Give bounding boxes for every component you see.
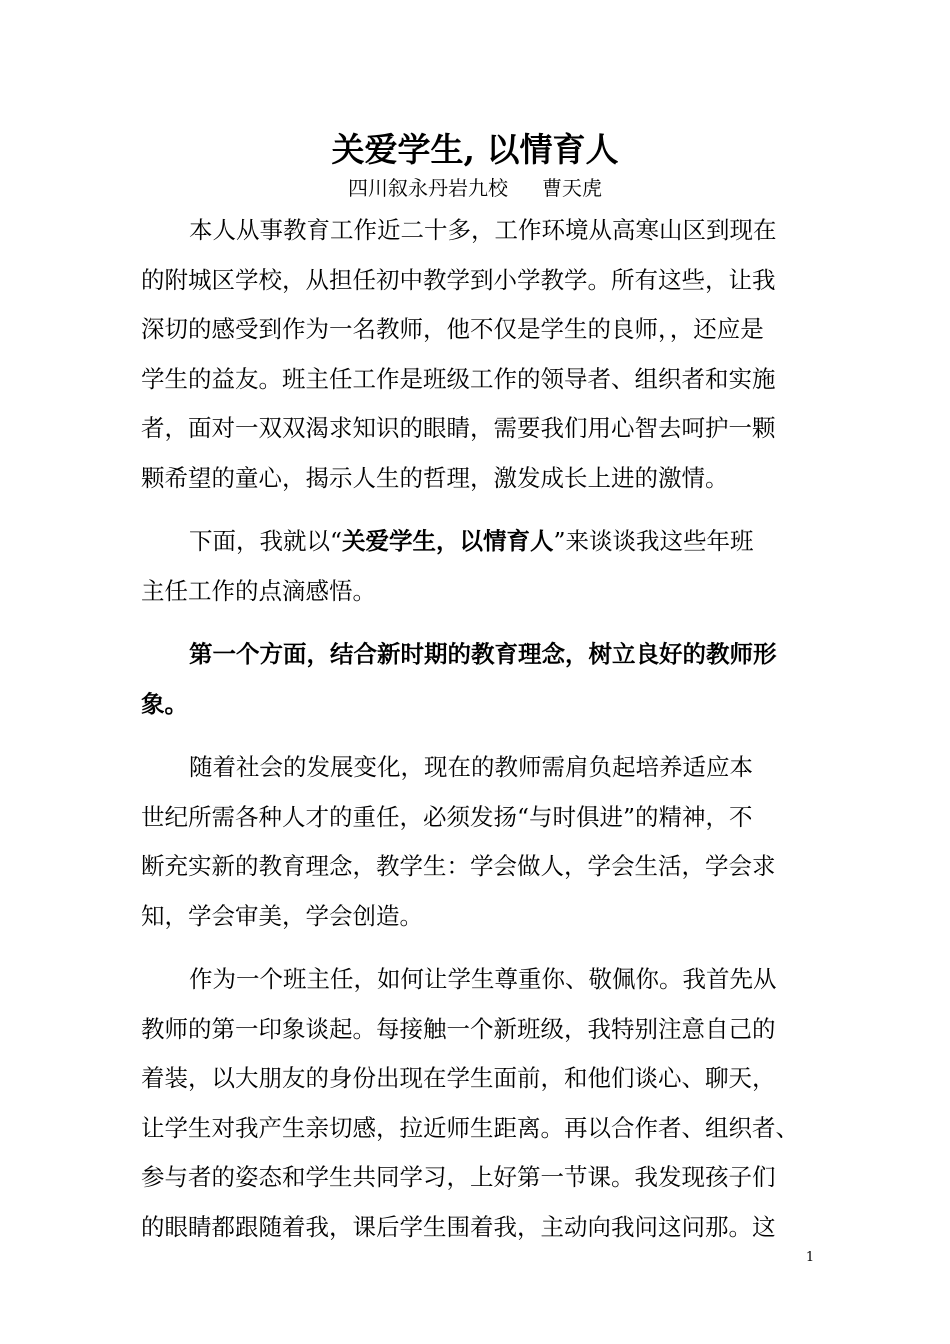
paragraph-2-line-1 <box>141 517 841 567</box>
paragraph-spacer <box>141 503 841 517</box>
paragraph-spacer <box>141 616 841 630</box>
paragraph-3-line-1: 随着社会的发展变化，现在的教师需肩负起培养适应本 <box>189 753 753 781</box>
paragraph-spacer <box>141 941 841 955</box>
paragraph-3-line-3: 断充实新的教育理念，教学生：学会做人，学会生活，学会求 <box>141 852 776 880</box>
paragraph-2-suffix: ”来谈谈我这些年班 <box>553 527 754 555</box>
paragraph-4-line-4: 让学生对我产生亲切感，拉近师生距离。再以合作者、组织者、 <box>141 1113 799 1142</box>
paragraph-2-line-2: 主任工作的点滴感悟。 <box>141 576 376 605</box>
paragraph-4-line-5: 参与者的姿态和学生共同学习，上好第一节课。我发现孩子们 <box>141 1163 776 1191</box>
paragraph-4-line-1: 作为一个班主任，如何让学生尊重你、敬佩你。我首先从 <box>189 965 777 993</box>
paragraph-4-line-6: 的眼睛都跟随着我，课后学生围着我，主动向我问这问那。这 <box>141 1212 776 1241</box>
section-heading-line-1: 第一个方面，结合新时期的教育理念，树立良好的教师形 <box>189 640 777 668</box>
author-name: 曹天虎 <box>542 176 602 200</box>
paragraph-3-line-2: 世纪所需各种人才的重任，必须发扬“与时俱进”的精神，不 <box>141 802 753 831</box>
author-school: 四川叙永丹岩九校 <box>348 176 508 200</box>
paragraph-1-line-4: 学生的益友。班主任工作是班级工作的领导者、组织者和实施 <box>141 364 776 393</box>
paragraph-1-line-6: 颗希望的童心，揭示人生的哲理，激发成长上进的激情。 <box>141 463 729 492</box>
paragraph-1-line-2: 的附城区学校，从担任初中教学到小学教学。所有这些，让我 <box>141 265 776 294</box>
paragraph-3-line-4: 知，学会审美，学会创造。 <box>141 901 423 930</box>
paragraph-1-line-5: 者，面对一双双渴求知识的眼睛，需要我们用心智去呵护一颗 <box>141 414 776 442</box>
body-text <box>141 206 841 1252</box>
paragraph-2-emphasis: 关爱学生，以情育人 <box>342 527 554 555</box>
paragraph-2-prefix: 下面，我就以“ <box>189 527 343 555</box>
paragraph-1-line-1: 本人从事教育工作近二十多，工作环境从高寒山区到现在 <box>189 216 777 244</box>
page-number: 1 <box>805 1250 815 1265</box>
section-heading-line-2: 象。 <box>141 689 188 718</box>
document-title: 关爱学生, 以情育人 <box>331 130 619 169</box>
author-line <box>0 174 950 202</box>
paragraph-4-line-2: 教师的第一印象谈起。每接触一个新班级，我特别注意自己的 <box>141 1014 776 1043</box>
paragraph-1-line-3: 深切的感受到作为一名教师，他不仅是学生的良师，，还应是 <box>141 315 764 343</box>
paragraph-spacer <box>141 729 841 743</box>
paragraph-4-line-3: 着装，以大朋友的身份出现在学生面前，和他们谈心、聊天， <box>141 1064 776 1092</box>
